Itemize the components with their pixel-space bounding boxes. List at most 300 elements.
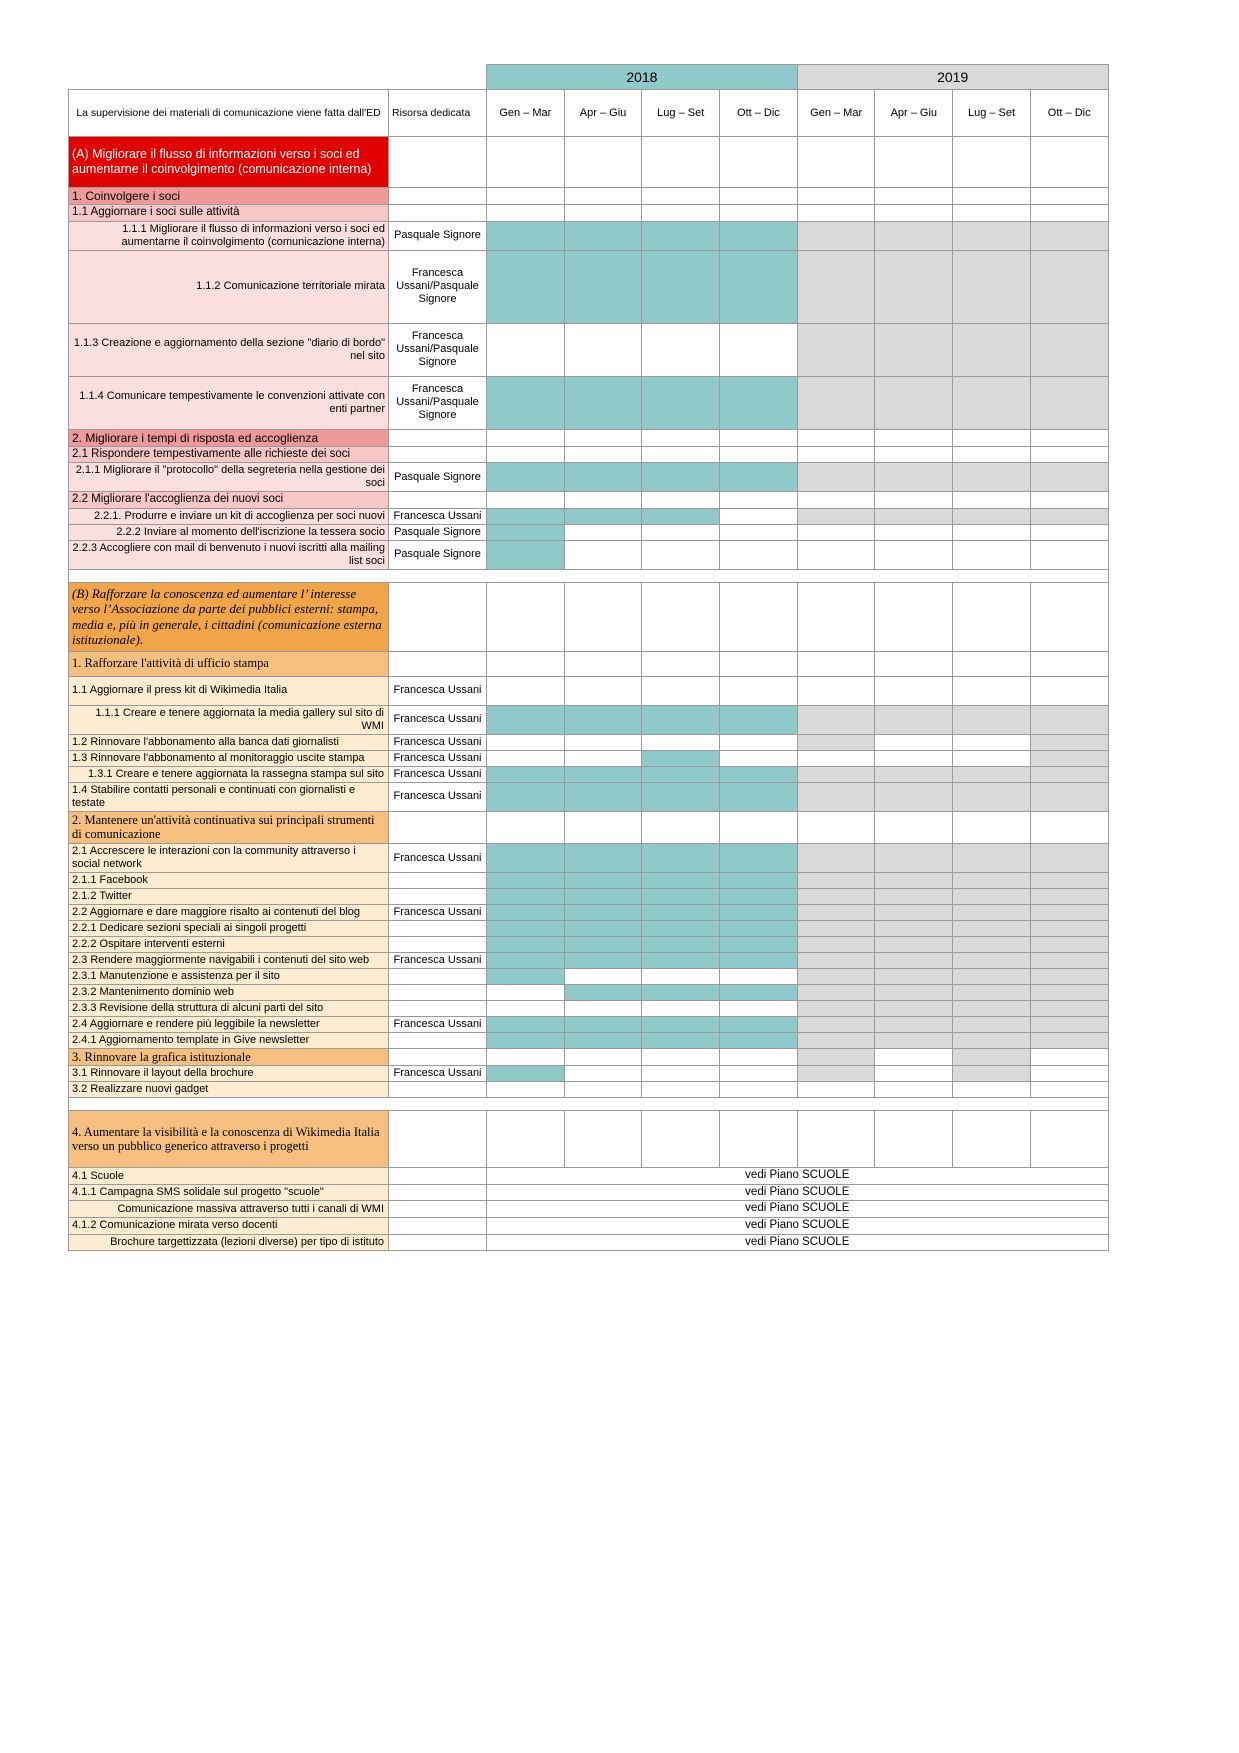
cell-b-2-1-2019-q2 <box>875 844 953 873</box>
gantt-sheet <box>68 64 1108 1251</box>
cell-b-2-3-1-2018-q4 <box>720 968 798 984</box>
table-row <box>69 582 1109 651</box>
cell-a-1-1-2-2018-q4 <box>720 250 798 323</box>
cell-a-1-1-2019-q3 <box>953 205 1031 222</box>
table-row <box>69 1066 1109 1082</box>
task-label-b-title: (B) Rafforzare la conoscenza ed aumentare l’ interesse verso l’Associazione da parte dei pubblici esterni: stampa, media e, più in generale, i cittadini (comunicazione esterna istituzionale). <box>69 582 389 651</box>
cell-a-1-1-3-2019-q2 <box>875 323 953 376</box>
resource-cell-b-4-1-1-a <box>389 1201 487 1218</box>
cell-b-1-3-1-2019-q1 <box>797 766 875 782</box>
resource-cell-a-2-1-1: Pasquale Signore <box>389 463 487 492</box>
cell-b-3-1-2018-q1 <box>487 1066 565 1082</box>
cell-b-3-1-2018-q3 <box>642 1066 720 1082</box>
cell-b-1-4-2019-q2 <box>875 782 953 811</box>
resource-cell-b-2-2-1 <box>389 920 487 936</box>
cell-b-3-2-2018-q2 <box>564 1082 642 1098</box>
resource-cell-b-title <box>389 582 487 651</box>
task-label-a-1-1-2: 1.1.2 Comunicazione territoriale mirata <box>69 250 389 323</box>
cell-b-3-2019-q2 <box>875 1048 953 1066</box>
cell-a-1-1-2018-q1 <box>487 205 565 222</box>
cell-a-2-2-2-2019-q1 <box>797 524 875 540</box>
resource-cell-b-2-1-2 <box>389 888 487 904</box>
cell-b-2-4-2019-q2 <box>875 1016 953 1032</box>
cell-b-3-2019-q1 <box>797 1048 875 1066</box>
cell-a-2-2-2-2019-q3 <box>953 524 1031 540</box>
task-label-a-2: 2. Migliorare i tempi di risposta ed accoglienza <box>69 429 389 446</box>
cell-b-1-1-1-2018-q4 <box>720 705 798 734</box>
task-label-b-3-2: 3.2 Realizzare nuovi gadget <box>69 1082 389 1098</box>
cell-b-2-4-1-2019-q1 <box>797 1032 875 1048</box>
note-cell-b-4-1-1-a: vedi Piano SCUOLE <box>487 1201 1109 1218</box>
table-row <box>69 888 1109 904</box>
cell-b-1-3-2018-q1 <box>487 750 565 766</box>
table-row <box>69 651 1109 676</box>
cell-b-1-2-2019-q4 <box>1030 734 1108 750</box>
cell-a-1-1-2-2018-q1 <box>487 250 565 323</box>
task-label-b-4-1: 4.1 Scuole <box>69 1168 389 1185</box>
cell-a-2-1-2019-q1 <box>797 446 875 463</box>
cell-b-2-1-2018-q1 <box>487 844 565 873</box>
cell-b-1-3-2018-q4 <box>720 750 798 766</box>
task-label-a-1-1-1: 1.1.1 Migliorare il flusso di informazioni verso i soci ed aumentarne il coinvolgimento (comunicazione interna) <box>69 221 389 250</box>
cell-b-2-2-2018-q3 <box>642 904 720 920</box>
cell-a-2-1-1-2019-q3 <box>953 463 1031 492</box>
cell-b-2-3-1-2019-q2 <box>875 968 953 984</box>
cell-a-title-2018-q4 <box>720 137 798 188</box>
cell-a-1-1-3-2018-q1 <box>487 323 565 376</box>
cell-b-2-1-2018-q4 <box>720 844 798 873</box>
cell-a-1-1-4-2019-q4 <box>1030 376 1108 429</box>
cell-b-1-3-1-2019-q2 <box>875 766 953 782</box>
cell-b-2-2-1-2018-q4 <box>720 920 798 936</box>
cell-b-title-2018-q4 <box>720 582 798 651</box>
cell-b-1-3-2018-q2 <box>564 750 642 766</box>
header-q1-2019: Gen – Mar <box>797 90 875 137</box>
resource-cell-b-2-1-1 <box>389 872 487 888</box>
cell-b-2-4-1-2018-q3 <box>642 1032 720 1048</box>
table-row <box>69 1201 1109 1218</box>
resource-cell-b-2 <box>389 811 487 844</box>
cell-b-4-2018-q3 <box>642 1111 720 1168</box>
cell-b-1-3-1-2018-q1 <box>487 766 565 782</box>
cell-b-4-2018-q4 <box>720 1111 798 1168</box>
cell-b-2-3-1-2019-q3 <box>953 968 1031 984</box>
cell-a-2-2-3-2019-q2 <box>875 540 953 569</box>
table-row <box>69 1016 1109 1032</box>
cell-b-1-2-2019-q2 <box>875 734 953 750</box>
cell-b-title-2018-q2 <box>564 582 642 651</box>
table-row <box>69 968 1109 984</box>
task-label-a-1: 1. Coinvolgere i soci <box>69 188 389 205</box>
cell-b-2-3-1-2018-q2 <box>564 968 642 984</box>
cell-b-title-2019-q4 <box>1030 582 1108 651</box>
cell-b-2-2-2019-q1 <box>797 904 875 920</box>
table-row <box>69 205 1109 222</box>
resource-cell-b-4-1-2 <box>389 1218 487 1235</box>
cell-b-2-3-2-2018-q1 <box>487 984 565 1000</box>
cell-a-2-2-1-2018-q2 <box>564 508 642 524</box>
cell-a-1-1-2019-q2 <box>875 205 953 222</box>
cell-b-2-3-2019-q3 <box>953 952 1031 968</box>
cell-b-2-2-2019-q2 <box>875 904 953 920</box>
note-cell-b-4-1-1: vedi Piano SCUOLE <box>487 1184 1109 1201</box>
cell-b-1-1-1-2018-q1 <box>487 705 565 734</box>
cell-a-1-2019-q3 <box>953 188 1031 205</box>
task-label-b-2-4: 2.4 Aggiornare e rendere più leggibile la newsletter <box>69 1016 389 1032</box>
cell-a-2-1-2019-q4 <box>1030 446 1108 463</box>
cell-b-2-3-2018-q4 <box>720 952 798 968</box>
table-row <box>69 463 1109 492</box>
cell-b-3-2019-q4 <box>1030 1048 1108 1066</box>
header-q2-2019: Apr – Giu <box>875 90 953 137</box>
cell-a-1-1-3-2018-q2 <box>564 323 642 376</box>
table-row <box>69 705 1109 734</box>
cell-b-2-1-1-2019-q2 <box>875 872 953 888</box>
resource-cell-b-3-1: Francesca Ussani <box>389 1066 487 1082</box>
table-row <box>69 734 1109 750</box>
task-label-b-2-1-2: 2.1.2 Twitter <box>69 888 389 904</box>
cell-a-1-1-3-2019-q4 <box>1030 323 1108 376</box>
cell-b-2-3-2-2019-q3 <box>953 984 1031 1000</box>
cell-a-2-2-2018-q2 <box>564 492 642 509</box>
cell-b-2-1-1-2018-q2 <box>564 872 642 888</box>
cell-b-4-2019-q2 <box>875 1111 953 1168</box>
cell-a-2-2-2018-q1 <box>487 492 565 509</box>
header-empty-task <box>69 65 389 90</box>
cell-a-1-1-4-2018-q2 <box>564 376 642 429</box>
cell-a-1-1-1-2019-q4 <box>1030 221 1108 250</box>
cell-b-1-1-2019-q3 <box>953 676 1031 705</box>
cell-b-1-2-2018-q3 <box>642 734 720 750</box>
cell-b-1-1-1-2018-q2 <box>564 705 642 734</box>
task-label-b-2-2-2: 2.2.2 Ospitare interventi esterni <box>69 936 389 952</box>
task-label-a-title: (A) Migliorare il flusso di informazioni verso i soci ed aumentarne il coinvolgimento (comunicazione interna) <box>69 137 389 188</box>
header-q4-2018: Ott – Dic <box>720 90 798 137</box>
task-label-b-4-1-2: 4.1.2 Comunicazione mirata verso docenti <box>69 1218 389 1235</box>
spacer-cell <box>69 569 1109 582</box>
resource-cell-b-4 <box>389 1111 487 1168</box>
table-row <box>69 766 1109 782</box>
cell-b-1-1-1-2019-q2 <box>875 705 953 734</box>
cell-a-1-1-3-2018-q4 <box>720 323 798 376</box>
resource-cell-b-1-2: Francesca Ussani <box>389 734 487 750</box>
cell-b-1-4-2018-q3 <box>642 782 720 811</box>
task-label-b-4-1-2-a: Brochure targettizzata (lezioni diverse) per tipo di istituto <box>69 1234 389 1251</box>
header-quarters-row <box>69 90 1109 137</box>
cell-b-3-1-2019-q3 <box>953 1066 1031 1082</box>
cell-b-1-1-1-2019-q3 <box>953 705 1031 734</box>
table-body <box>69 137 1109 1251</box>
task-label-b-1-1-1: 1.1.1 Creare e tenere aggiornata la media gallery sul sito di WMI <box>69 705 389 734</box>
table-row <box>69 1048 1109 1066</box>
cell-a-2-2018-q3 <box>642 429 720 446</box>
cell-b-2-2018-q1 <box>487 811 565 844</box>
cell-b-2-1-1-2019-q1 <box>797 872 875 888</box>
cell-b-2-2019-q4 <box>1030 811 1108 844</box>
cell-b-3-1-2019-q2 <box>875 1066 953 1082</box>
cell-b-title-2018-q3 <box>642 582 720 651</box>
cell-b-2-2018-q4 <box>720 811 798 844</box>
cell-a-2-2-1-2019-q4 <box>1030 508 1108 524</box>
cell-b-2-3-2019-q2 <box>875 952 953 968</box>
task-label-a-2-2-2: 2.2.2 Inviare al momento dell'iscrizione la tessera socio <box>69 524 389 540</box>
cell-b-2-1-2-2019-q1 <box>797 888 875 904</box>
cell-a-1-1-1-2018-q3 <box>642 221 720 250</box>
cell-a-1-1-1-2018-q4 <box>720 221 798 250</box>
cell-b-1-2019-q1 <box>797 651 875 676</box>
task-label-b-2-3-1: 2.3.1 Manutenzione e assistenza per il sito <box>69 968 389 984</box>
cell-b-1-2-2018-q1 <box>487 734 565 750</box>
cell-a-2-2-2-2018-q4 <box>720 524 798 540</box>
table-row <box>69 221 1109 250</box>
cell-b-1-4-2019-q1 <box>797 782 875 811</box>
resource-cell-b-3-2 <box>389 1082 487 1098</box>
cell-b-title-2019-q3 <box>953 582 1031 651</box>
cell-a-2-2-3-2019-q3 <box>953 540 1031 569</box>
cell-a-2-2-3-2018-q3 <box>642 540 720 569</box>
resource-cell-a-2-2-1: Francesca Ussani <box>389 508 487 524</box>
cell-b-2-4-1-2018-q2 <box>564 1032 642 1048</box>
cell-a-2-1-2018-q2 <box>564 446 642 463</box>
resource-cell-a-1-1 <box>389 205 487 222</box>
cell-a-1-1-3-2019-q1 <box>797 323 875 376</box>
cell-a-2-1-2019-q2 <box>875 446 953 463</box>
cell-a-title-2019-q2 <box>875 137 953 188</box>
cell-a-2-2-3-2018-q4 <box>720 540 798 569</box>
cell-b-3-2-2018-q1 <box>487 1082 565 1098</box>
task-label-b-2-2-1: 2.2.1 Dedicare sezioni speciali ai singoli progetti <box>69 920 389 936</box>
resource-cell-b-2-4-1 <box>389 1032 487 1048</box>
cell-a-1-1-2-2019-q4 <box>1030 250 1108 323</box>
table-row <box>69 920 1109 936</box>
cell-b-4-2019-q1 <box>797 1111 875 1168</box>
resource-cell-b-3 <box>389 1048 487 1066</box>
cell-b-2-3-1-2018-q3 <box>642 968 720 984</box>
cell-b-2-2-2-2018-q2 <box>564 936 642 952</box>
cell-b-2-3-3-2018-q3 <box>642 1000 720 1016</box>
resource-cell-b-2-4: Francesca Ussani <box>389 1016 487 1032</box>
cell-b-2-3-2-2018-q2 <box>564 984 642 1000</box>
cell-b-2-1-2019-q3 <box>953 844 1031 873</box>
cell-b-title-2018-q1 <box>487 582 565 651</box>
resource-cell-a-2-2-2: Pasquale Signore <box>389 524 487 540</box>
cell-a-2-2-2018-q4 <box>720 492 798 509</box>
cell-a-2-2-1-2019-q1 <box>797 508 875 524</box>
resource-cell-b-2-1: Francesca Ussani <box>389 844 487 873</box>
cell-b-2-3-1-2018-q1 <box>487 968 565 984</box>
cell-a-2-1-1-2019-q1 <box>797 463 875 492</box>
cell-a-title-2019-q1 <box>797 137 875 188</box>
cell-b-1-3-1-2018-q4 <box>720 766 798 782</box>
table-row <box>69 936 1109 952</box>
header-year-2019: 2019 <box>797 65 1108 90</box>
resource-cell-b-4-1 <box>389 1168 487 1185</box>
resource-cell-b-4-1-1 <box>389 1184 487 1201</box>
cell-a-title-2018-q2 <box>564 137 642 188</box>
cell-b-1-2-2018-q4 <box>720 734 798 750</box>
cell-b-2-2-2-2018-q1 <box>487 936 565 952</box>
cell-b-2-3-3-2019-q3 <box>953 1000 1031 1016</box>
resource-cell-a-2-2-3: Pasquale Signore <box>389 540 487 569</box>
table-row <box>69 250 1109 323</box>
cell-b-2-2-1-2018-q1 <box>487 920 565 936</box>
spacer-row <box>69 569 1109 582</box>
cell-a-2-2-1-2018-q4 <box>720 508 798 524</box>
table-row <box>69 1184 1109 1201</box>
task-label-b-2-3-3: 2.3.3 Revisione della struttura di alcuni parti del sito <box>69 1000 389 1016</box>
table-row <box>69 811 1109 844</box>
cell-a-2-1-1-2018-q3 <box>642 463 720 492</box>
cell-a-2-2019-q3 <box>953 429 1031 446</box>
table-row <box>69 1218 1109 1235</box>
table-row <box>69 524 1109 540</box>
cell-b-2-3-2-2018-q4 <box>720 984 798 1000</box>
cell-b-3-1-2019-q4 <box>1030 1066 1108 1082</box>
header-q1-2018: Gen – Mar <box>487 90 565 137</box>
cell-b-2-1-1-2018-q1 <box>487 872 565 888</box>
cell-a-1-1-4-2019-q1 <box>797 376 875 429</box>
cell-b-1-4-2018-q2 <box>564 782 642 811</box>
cell-b-2-2018-q3 <box>642 811 720 844</box>
cell-b-2-1-2-2019-q4 <box>1030 888 1108 904</box>
cell-b-4-2018-q2 <box>564 1111 642 1168</box>
table-row <box>69 1082 1109 1098</box>
task-label-a-2-2-3: 2.2.3 Accogliere con mail di benvenuto i nuovi iscritti alla mailing list soci <box>69 540 389 569</box>
cell-b-2-2-1-2018-q3 <box>642 920 720 936</box>
cell-b-2-3-3-2019-q1 <box>797 1000 875 1016</box>
cell-b-2-2-1-2018-q2 <box>564 920 642 936</box>
cell-a-1-1-2-2018-q3 <box>642 250 720 323</box>
cell-b-2-4-1-2019-q4 <box>1030 1032 1108 1048</box>
cell-b-2-4-1-2019-q3 <box>953 1032 1031 1048</box>
resource-cell-b-1-1-1: Francesca Ussani <box>389 705 487 734</box>
cell-b-2-2-2-2018-q4 <box>720 936 798 952</box>
table-row <box>69 1234 1109 1251</box>
resource-cell-b-2-3-1 <box>389 968 487 984</box>
table-row <box>69 446 1109 463</box>
table-row <box>69 376 1109 429</box>
cell-a-1-1-4-2018-q4 <box>720 376 798 429</box>
cell-b-3-2018-q1 <box>487 1048 565 1066</box>
resource-cell-b-1 <box>389 651 487 676</box>
cell-b-3-2-2019-q4 <box>1030 1082 1108 1098</box>
cell-b-2-1-2-2018-q2 <box>564 888 642 904</box>
table-header <box>69 65 1109 137</box>
resource-cell-a-title <box>389 137 487 188</box>
cell-b-2-1-2-2018-q1 <box>487 888 565 904</box>
cell-a-1-1-4-2019-q3 <box>953 376 1031 429</box>
cell-a-1-1-3-2018-q3 <box>642 323 720 376</box>
cell-b-1-1-1-2019-q1 <box>797 705 875 734</box>
cell-b-2-2019-q1 <box>797 811 875 844</box>
cell-a-2-2-3-2018-q1 <box>487 540 565 569</box>
cell-b-1-2-2018-q2 <box>564 734 642 750</box>
table-row <box>69 952 1109 968</box>
cell-b-1-3-1-2019-q4 <box>1030 766 1108 782</box>
task-label-b-2-3: 2.3 Rendere maggiormente navigabili i contenuti del sito web <box>69 952 389 968</box>
header-year-2018: 2018 <box>487 65 798 90</box>
cell-b-2-3-2-2019-q1 <box>797 984 875 1000</box>
resource-cell-a-2 <box>389 429 487 446</box>
cell-b-2-1-2-2019-q3 <box>953 888 1031 904</box>
note-cell-b-4-1: vedi Piano SCUOLE <box>487 1168 1109 1185</box>
cell-a-2-2-1-2018-q3 <box>642 508 720 524</box>
header-q2-2018: Apr – Giu <box>564 90 642 137</box>
cell-b-1-2018-q4 <box>720 651 798 676</box>
cell-b-2-2-1-2019-q1 <box>797 920 875 936</box>
table-row <box>69 1168 1109 1185</box>
cell-a-2-2018-q1 <box>487 429 565 446</box>
cell-b-2-3-1-2019-q4 <box>1030 968 1108 984</box>
task-label-b-1-4: 1.4 Stabilire contatti personali e continuati con giornalisti e testate <box>69 782 389 811</box>
cell-a-2-1-1-2019-q4 <box>1030 463 1108 492</box>
task-label-b-1-1: 1.1 Aggiornare il press kit di Wikimedia Italia <box>69 676 389 705</box>
cell-b-1-1-2018-q2 <box>564 676 642 705</box>
cell-a-2-2-2-2018-q3 <box>642 524 720 540</box>
cell-a-2-2-2019-q4 <box>1030 492 1108 509</box>
cell-b-3-1-2018-q4 <box>720 1066 798 1082</box>
cell-b-1-2019-q2 <box>875 651 953 676</box>
cell-b-1-2019-q3 <box>953 651 1031 676</box>
table-row <box>69 540 1109 569</box>
task-label-b-4: 4. Aumentare la visibilità e la conoscenza di Wikimedia Italia verso un pubblico generico attraverso i progetti <box>69 1111 389 1168</box>
table-row <box>69 1000 1109 1016</box>
cell-b-3-1-2019-q1 <box>797 1066 875 1082</box>
cell-b-2-3-2-2018-q3 <box>642 984 720 1000</box>
cell-a-1-1-1-2019-q3 <box>953 221 1031 250</box>
cell-b-2-3-2018-q1 <box>487 952 565 968</box>
cell-b-2-3-3-2018-q2 <box>564 1000 642 1016</box>
cell-b-1-2019-q4 <box>1030 651 1108 676</box>
cell-b-3-2019-q3 <box>953 1048 1031 1066</box>
cell-a-title-2018-q1 <box>487 137 565 188</box>
cell-b-3-2-2019-q3 <box>953 1082 1031 1098</box>
cell-a-2-2-2018-q3 <box>642 492 720 509</box>
cell-b-1-3-2019-q1 <box>797 750 875 766</box>
task-label-a-1-1: 1.1 Aggiornare i soci sulle attività <box>69 205 389 222</box>
table-row <box>69 844 1109 873</box>
cell-a-title-2019-q4 <box>1030 137 1108 188</box>
cell-a-2-1-1-2018-q1 <box>487 463 565 492</box>
spacer-row <box>69 1098 1109 1111</box>
task-label-b-1-2: 1.2 Rinnovare l'abbonamento alla banca dati giornalisti <box>69 734 389 750</box>
cell-b-2-4-2019-q4 <box>1030 1016 1108 1032</box>
task-label-a-2-2-1: 2.2.1. Produrre e inviare un kit di accoglienza per soci nuovi <box>69 508 389 524</box>
cell-b-2-1-2018-q3 <box>642 844 720 873</box>
resource-cell-b-1-3: Francesca Ussani <box>389 750 487 766</box>
cell-b-3-2-2019-q2 <box>875 1082 953 1098</box>
cell-a-title-2019-q3 <box>953 137 1031 188</box>
cell-b-2-2-2018-q1 <box>487 904 565 920</box>
cell-a-1-1-2018-q2 <box>564 205 642 222</box>
task-label-a-2-2: 2.2 Migliorare l'accoglienza dei nuovi soci <box>69 492 389 509</box>
cell-b-2-4-2019-q1 <box>797 1016 875 1032</box>
cell-b-2-1-1-2019-q4 <box>1030 872 1108 888</box>
cell-a-2-1-1-2018-q4 <box>720 463 798 492</box>
table-row <box>69 872 1109 888</box>
cell-a-1-1-1-2018-q2 <box>564 221 642 250</box>
table-row <box>69 188 1109 205</box>
table-row <box>69 323 1109 376</box>
cell-a-2-1-2019-q3 <box>953 446 1031 463</box>
header-q3-2019: Lug – Set <box>953 90 1031 137</box>
cell-b-2-2-2018-q2 <box>564 904 642 920</box>
cell-b-3-2-2019-q1 <box>797 1082 875 1098</box>
cell-b-1-4-2019-q4 <box>1030 782 1108 811</box>
cell-b-1-2018-q2 <box>564 651 642 676</box>
cell-b-1-3-2018-q3 <box>642 750 720 766</box>
task-label-b-4-1-1-a: Comunicazione massiva attraverso tutti i canali di WMI <box>69 1201 389 1218</box>
